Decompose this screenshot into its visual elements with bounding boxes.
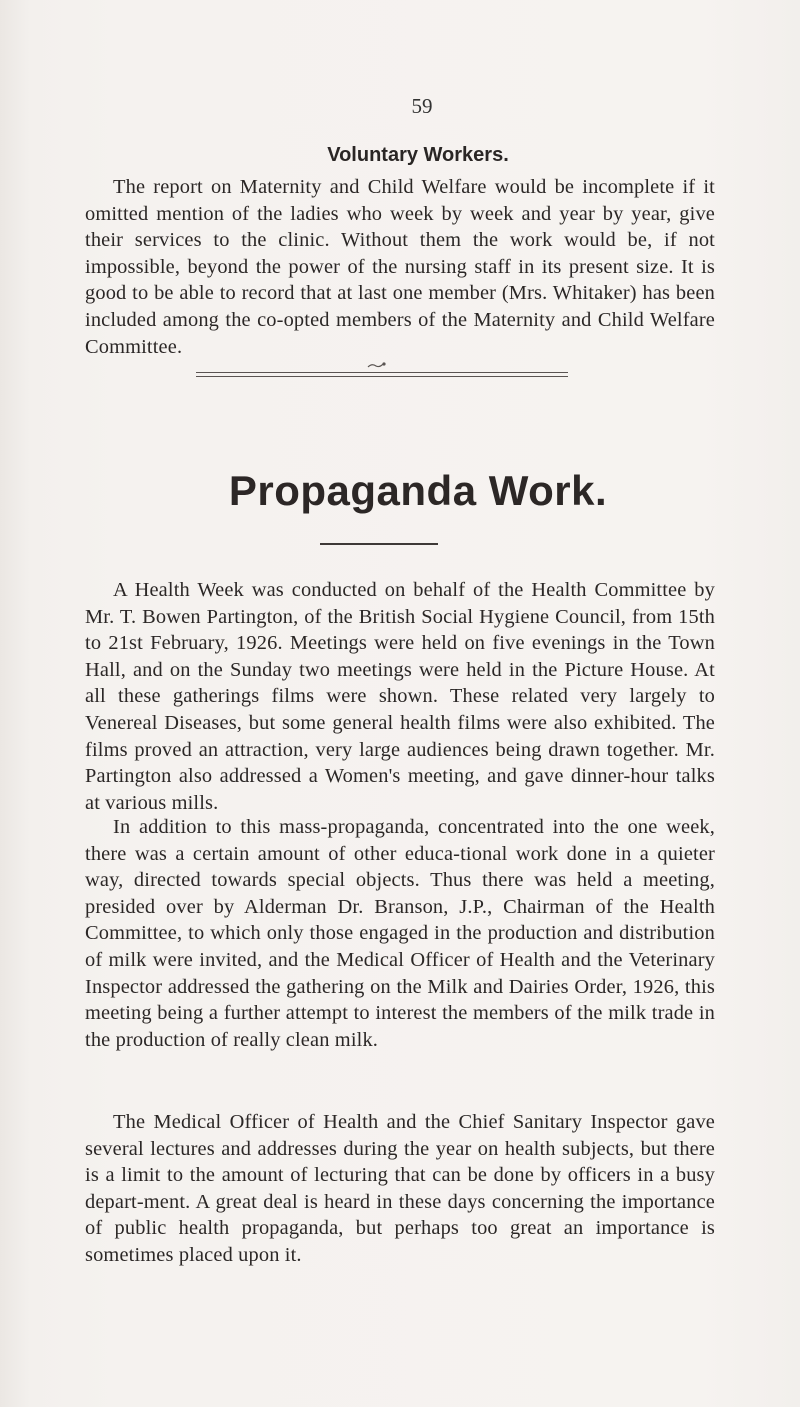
- paragraph-voluntary-workers: [85, 174, 715, 360]
- main-heading-propaganda-work: Propaganda Work.: [228, 467, 608, 514]
- page-number: 59: [411, 94, 433, 118]
- paragraph-health-week: [85, 577, 715, 816]
- paragraph-text: The report on Maternity and Child Welfare would be incomplete if it omitted mention of the ladies who week by week and year by year, give their services to the clinic. Without them the work would be, if not impossible, beyond the power of the nursing staff in its present size. It is good to be able to record that at last one member (Mrs. Whitaker) has been included among the co-opted members of the Maternity and Child Welfare Committee.: [85, 176, 715, 358]
- paragraph-text: A Health Week was conducted on behalf of the Health Committee by Mr. T. Bowen Partington, of the British Social Hygiene Council, from 15th to 21st February, 1926. Meetings were held on five evenings in the Town Hall, and on the Sunday two meetings were held in the Picture House. At all these gatherings films were shown. These related very largely to Venereal Diseases, but some general health films were also exhibited. The films proved an attraction, very large audiences being drawn together. Mr. Partington also addressed a Women's meeting, and gave dinner-hour talks at various mills.: [85, 579, 715, 814]
- paragraph-lectures: [85, 1109, 715, 1269]
- ornament-mark: [367, 361, 387, 369]
- section-heading-voluntary-workers: Voluntary Workers.: [327, 144, 509, 166]
- paragraph-text: The Medical Officer of Health and the Chief Sanitary Inspector gave several lectures and addresses during the year on health subjects, but there is a limit to the amount of lecturing that can be done by officers in a busy depart-ment. A great deal is heard in these days concerning the importance of public health propaganda, but perhaps too great an importance is sometimes placed upon it.: [85, 1111, 715, 1266]
- paragraph-text: In addition to this mass-propaganda, concentrated into the one week, there was a certain amount of other educa-tional work done in a quieter way, directed towards special objects. Thus there was held a meeting, presided over by Alderman Dr. Branson, J.P., Chairman of the Health Committee, to which only those engaged in the production and distribution of milk were invited, and the Medical Officer of Health and the Veterinary Inspector addressed the gathering on the Milk and Dairies Order, 1926, this meeting being a further attempt to interest the members of the milk trade in the production of really clean milk.: [85, 816, 715, 1051]
- paragraph-educational-work: [85, 814, 715, 1053]
- double-rule-divider: [196, 372, 568, 378]
- heading-underline-rule: [320, 543, 438, 545]
